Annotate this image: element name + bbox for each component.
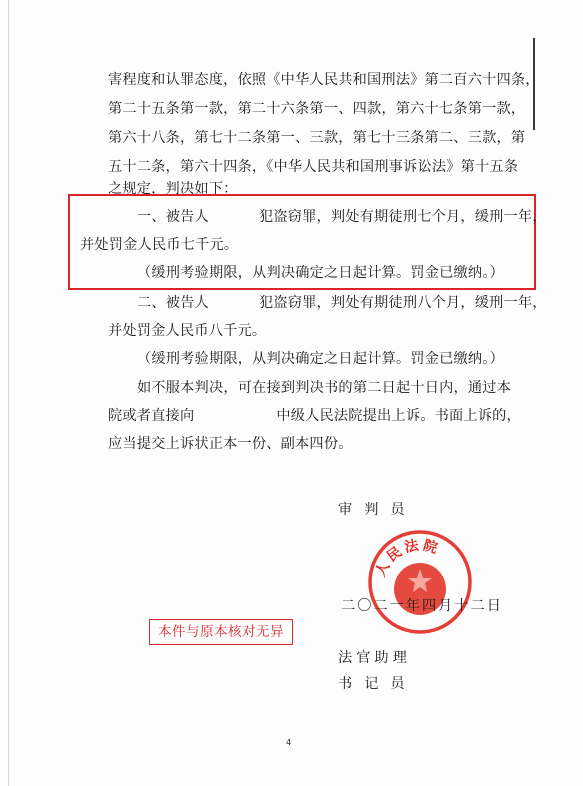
clerk-label: 书记员: [338, 676, 417, 692]
verdict2-line2: 并处罚金人民币八千元。: [108, 323, 267, 339]
scan-edge: [8, 0, 9, 786]
appeal-line1: 如不服本判决，可在接到判决书的第二日起十日内，通过本: [137, 380, 512, 396]
page-number: 4: [286, 738, 292, 747]
verdict1-suffix: 犯盗窃罪，判处有期徒刑七个月，缓刑一年，: [258, 209, 547, 225]
verdict1-note: （缓刑考验期限，从判决确定之日起计算。罚金已缴纳。）: [137, 265, 504, 281]
verdict2-line1: [137, 293, 547, 313]
verdict1-line2: 并处罚金人民币七千元。: [80, 237, 239, 253]
verdict2-prefix: 二、被告人: [137, 295, 209, 311]
verdict1-line1: [137, 207, 547, 227]
body-line: 第二十五条第一款，第二十六条第一、四款，第六十七条第一款，: [108, 101, 526, 117]
copy-verified-stamp: 本件与原本核对无异: [149, 619, 293, 645]
judge-label: 审判员: [338, 502, 417, 518]
body-line: 五十二条，第六十四条，《中华人民共和国刑事诉讼法》第十五条: [108, 159, 519, 175]
appeal-prefix: 院或者直接向: [108, 408, 195, 424]
court-seal-icon: [365, 527, 475, 637]
assistant-label: 法官助理: [338, 650, 411, 666]
body-line: 之规定，判决如下：: [108, 181, 238, 197]
appeal-line2: [108, 406, 521, 426]
body-line: 第六十八条，第七十二条第一、三款，第七十三条第二、三款，第: [108, 130, 526, 146]
verdict2-note: （缓刑考验期限，从判决确定之日起计算。罚金已缴纳。）: [137, 351, 504, 367]
appeal-line3: 应当提交上诉状正本一份、副本四份。: [108, 436, 353, 452]
date-text: 二〇二一年四月十二日: [341, 598, 503, 614]
seal-text: 人民法院: [372, 537, 443, 580]
body-line: 害程度和认罪态度，依照《中华人民共和国刑法》第二百六十四条，: [108, 72, 540, 88]
verdict1-prefix: 一、被告人: [137, 209, 209, 225]
appeal-suffix: 中级人民法院提出上诉。书面上诉的，: [276, 408, 521, 424]
verdict2-suffix: 犯盗窃罪，判处有期徒刑八个月，缓刑一年，: [258, 295, 547, 311]
